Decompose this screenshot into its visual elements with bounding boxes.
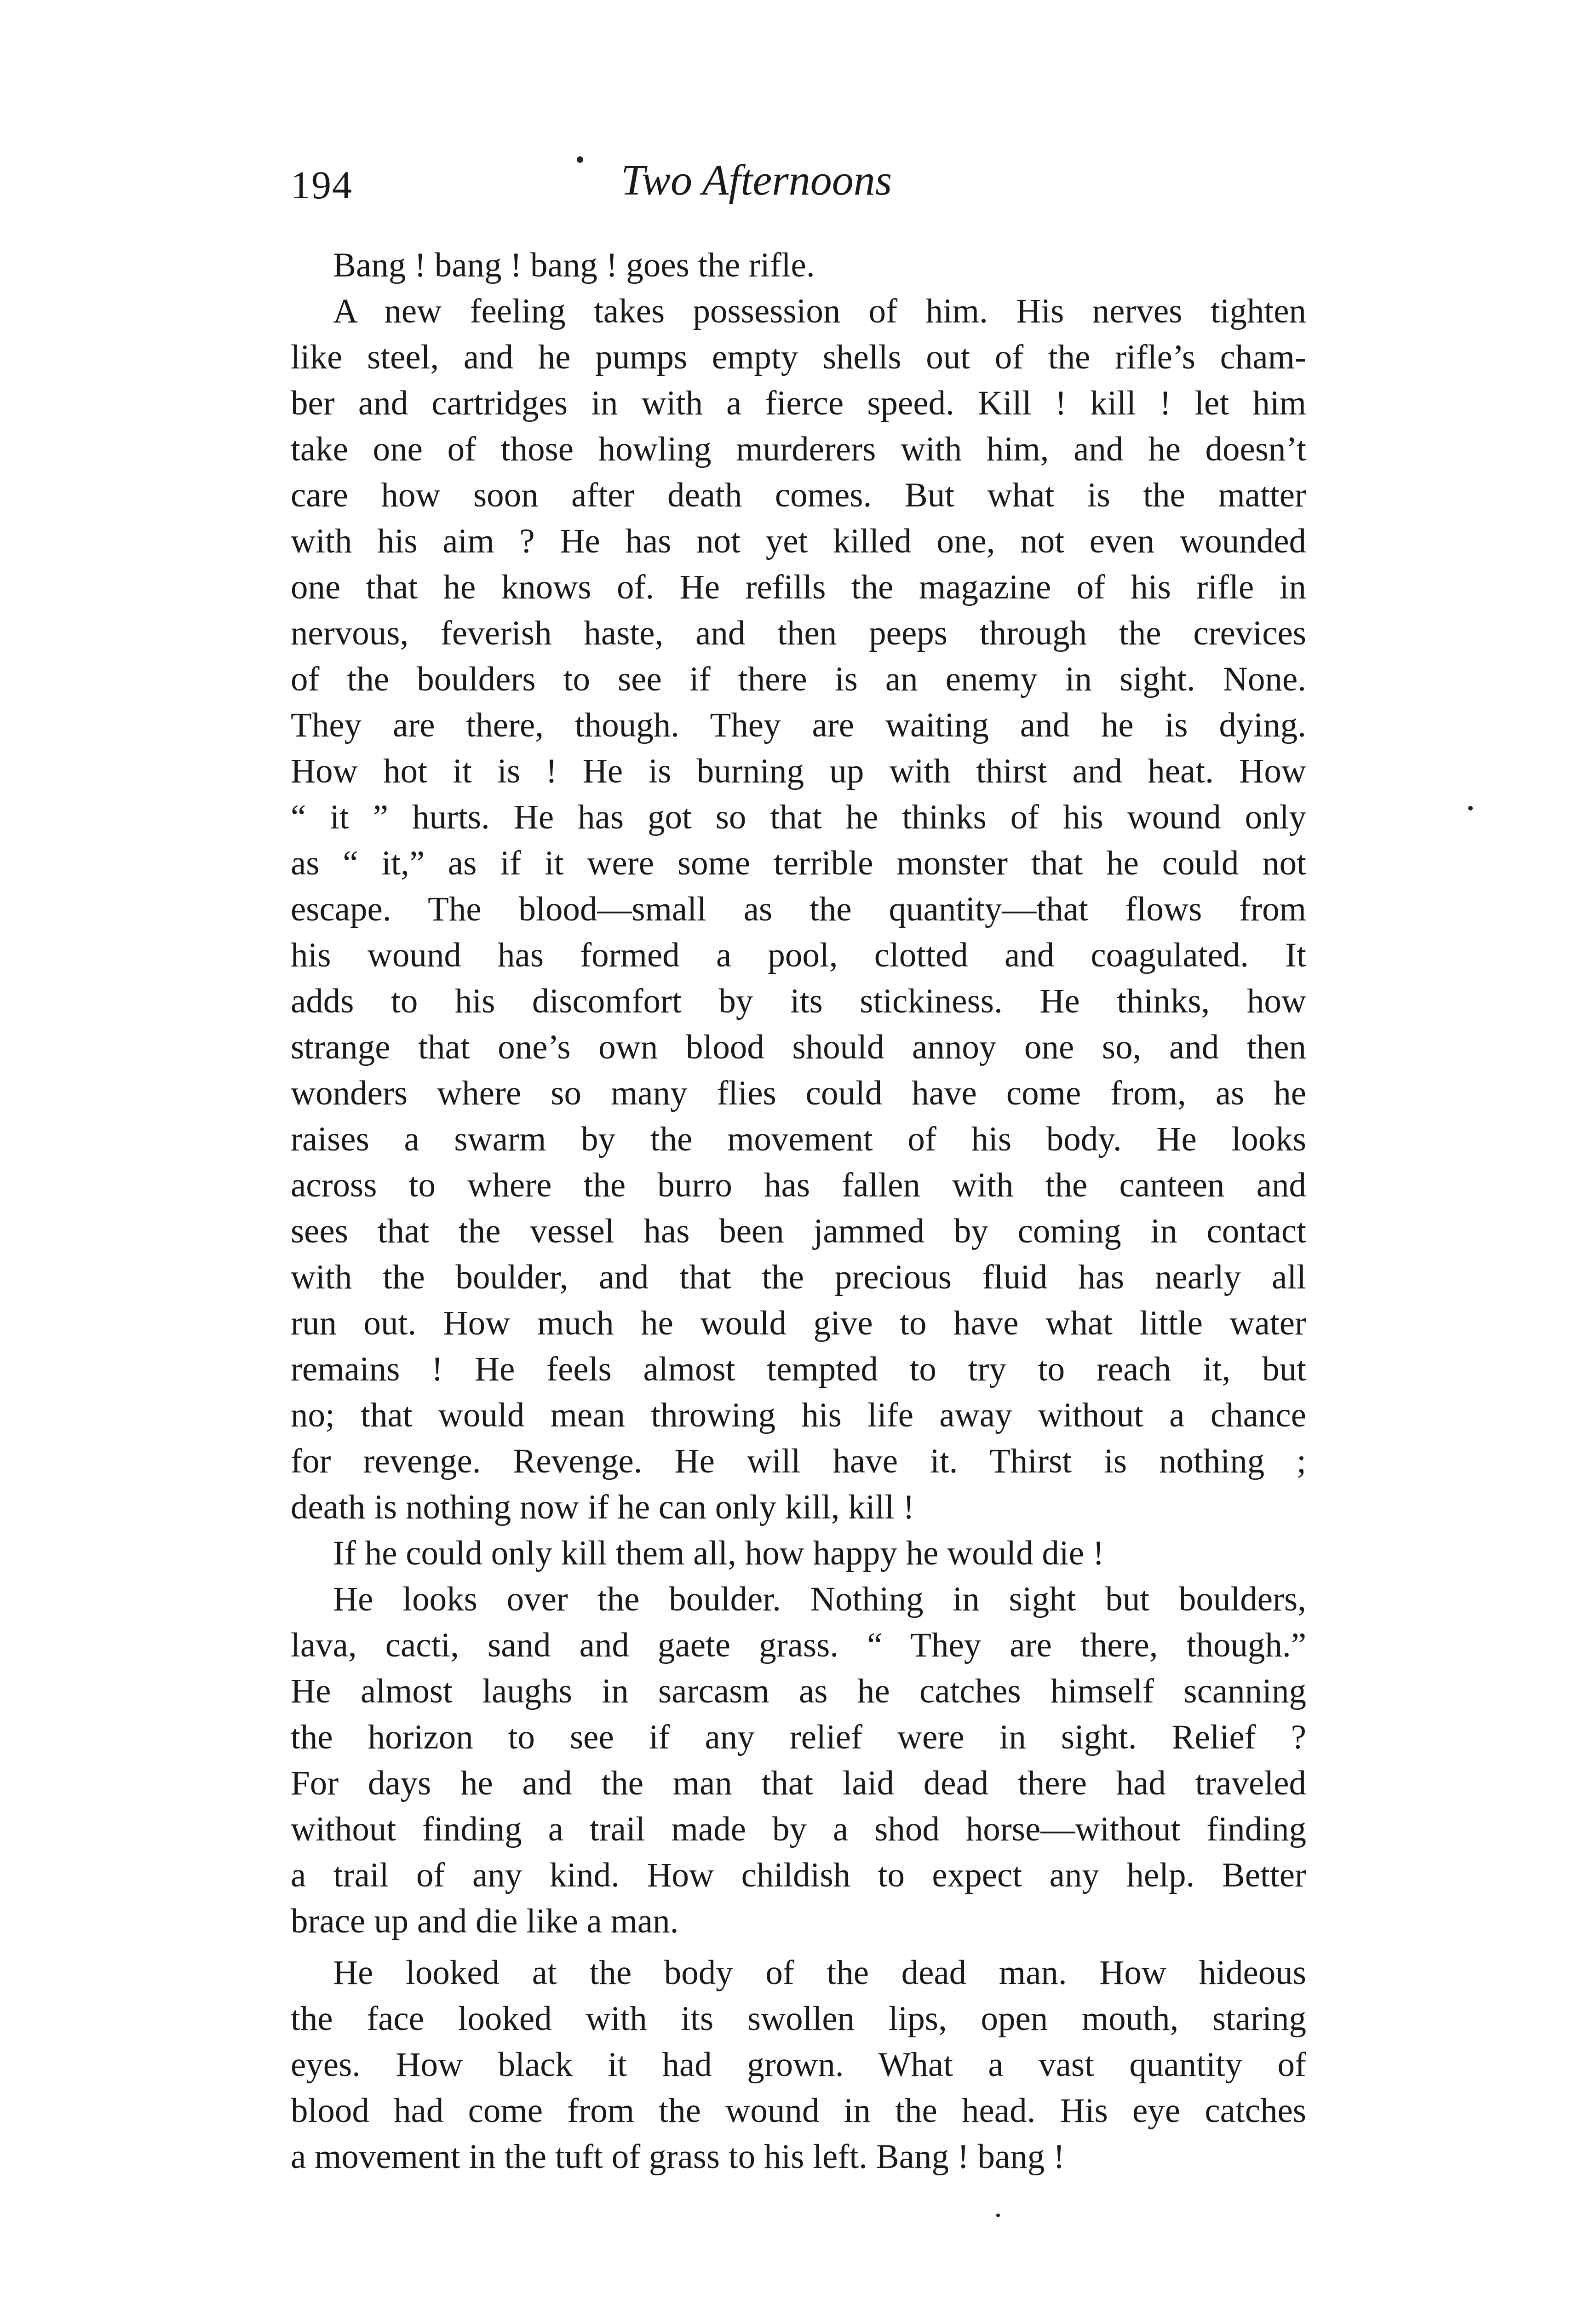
text-line: adds to his discomfort by its stickiness. He thinks, how [291,982,1306,1020]
text-line: no; that would mean throwing his life away without a chance [291,1396,1306,1434]
print-speck [1468,806,1473,811]
text-line: sees that the vessel has been jammed by coming in contact [291,1212,1306,1250]
page-number: 194 [291,163,353,207]
body-text [291,242,1306,2180]
text-line: with his aim ? He has not yet killed one, not even wounded [291,522,1306,560]
paragraph [291,1576,1306,1944]
text-line: blood had come from the wound in the head. His eye catches [291,2092,1306,2130]
text-line: nervous, feverish haste, and then peeps through the crevices [291,614,1306,652]
text-line: one that he knows of. He refills the magazine of his rifle in [291,568,1306,606]
text-line: care how soon after death comes. But what is the matter [291,476,1306,514]
text-line: across to where the burro has fallen with the canteen and [291,1166,1306,1204]
page-header [291,152,1027,212]
text-line: escape. The blood—small as the quantity—that flows from [291,890,1306,928]
text-line: death is nothing now if he can only kill, kill ! [291,1488,915,1526]
text-line: his wound has formed a pool, clotted and coagulated. It [291,936,1306,974]
text-line: without finding a trail made by a shod horse—without finding [291,1810,1306,1848]
paragraph [291,288,1306,1530]
text-line: ber and cartridges in with a fierce speed. Kill ! kill ! let him [291,384,1306,422]
text-line: He almost laughs in sarcasm as he catches himself scanning [291,1672,1306,1710]
text-line: remains ! He feels almost tempted to try to reach it, but [291,1350,1306,1388]
text-line: Bang ! bang ! bang ! goes the rifle. [333,246,815,284]
print-speck [996,2214,1000,2217]
paragraph [291,1950,1306,2180]
text-line: raises a swarm by the movement of his body. He looks [291,1120,1306,1158]
text-line: “ it ” hurts. He has got so that he thinks of his wound only [291,798,1306,836]
text-line: lava, cacti, sand and gaete grass. “ They are there, though.” [291,1626,1306,1664]
text-line: the face looked with its swollen lips, open mouth, staring [291,2000,1306,2038]
text-line: wonders where so many flies could have come from, as he [291,1074,1306,1112]
text-line: run out. How much he would give to have what little water [291,1304,1306,1342]
text-line: a movement in the tuft of grass to his left. Bang ! bang ! [291,2138,1065,2176]
text-line: A new feeling takes possession of him. His nerves tighten [333,292,1306,330]
text-line: For days he and the man that laid dead there had traveled [291,1764,1306,1802]
running-title: Two Afternoons [621,156,892,204]
print-speck [577,156,583,163]
text-line: like steel, and he pumps empty shells out of the rifle’s cham- [291,338,1306,376]
text-line: They are there, though. They are waiting and he is dying. [291,706,1306,744]
text-line: If he could only kill them all, how happy he would die ! [333,1534,1104,1572]
text-line: the horizon to see if any relief were in sight. Relief ? [291,1718,1306,1756]
text-line: with the boulder, and that the precious fluid has nearly all [291,1258,1306,1296]
text-line: He looked at the body of the dead man. How hideous [333,1954,1306,1992]
text-line: brace up and die like a man. [291,1902,679,1940]
text-line: a trail of any kind. How childish to expect any help. Better [291,1856,1306,1894]
text-line: He looks over the boulder. Nothing in sight but boulders, [333,1580,1306,1618]
text-line: of the boulders to see if there is an enemy in sight. None. [291,660,1306,698]
text-line: How hot it is ! He is burning up with thirst and heat. How [291,752,1306,790]
paragraph [291,1530,1306,1576]
text-line: eyes. How black it had grown. What a vast quantity of [291,2046,1306,2084]
text-line: take one of those howling murderers with him, and he doesn’t [291,430,1306,468]
text-line: for revenge. Revenge. He will have it. Thirst is nothing ; [291,1442,1306,1480]
text-line: strange that one’s own blood should annoy one so, and then [291,1028,1306,1066]
paragraph [291,242,1306,288]
text-line: as “ it,” as if it were some terrible monster that he could not [291,844,1306,882]
